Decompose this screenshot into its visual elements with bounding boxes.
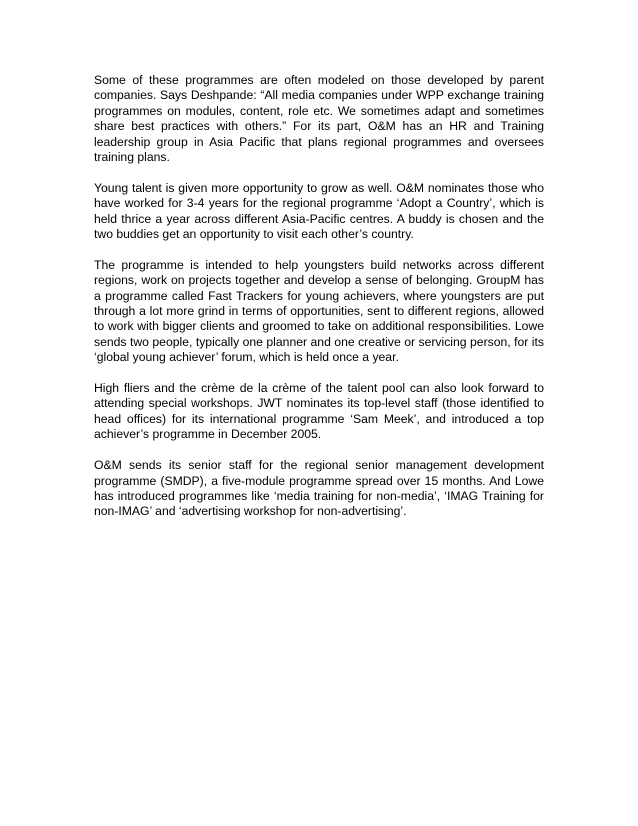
body-text: [94, 73, 544, 535]
paragraph-wpp-training-programmes: Some of these programmes are often modeled on those developed by parent companies. Says Deshpande: “All media companies under WPP exchange training programmes on modules, content, role etc. We sometimes adapt and sometimes share best practices with others.” For its part, O&M has an HR and Training leadership group in Asia Pacific that plans regional programmes and oversees training plans.: [94, 73, 544, 165]
paragraph-networking-programmes: The programme is intended to help youngsters build networks across different regions, work on projects together and develop a sense of belonging. GroupM has a programme called Fast Trackers for young achievers, where youngsters are put through a lot more grind in terms of opportunities, sent to different regions, allowed to work with bigger clients and groomed to take on additional responsibilities. Lowe sends two people, typically one planner and one creative or servicing person, for its ‘global young achiever’ forum, which is held once a year.: [94, 257, 544, 365]
paragraph-senior-staff-programmes: O&M sends its senior staff for the regional senior management development programme (SMDP), a five-module programme spread over 15 months. And Lowe has introduced programmes like ‘media training for non-media’, ‘IMAG Training for non-IMAG’ and ‘advertising workshop for non-advertising’.: [94, 458, 544, 519]
paragraph-young-talent: Young talent is given more opportunity to grow as well. O&M nominates those who have worked for 3-4 years for the regional programme ‘Adopt a Country’, which is held thrice a year across different Asia-Pacific centres. A buddy is chosen and the two buddies get an opportunity to visit each other’s country.: [94, 180, 544, 242]
paragraph-high-fliers-workshops: High fliers and the crème de la crème of the talent pool can also look forward to attending special workshops. JWT nominates its top-level staff (those identified to head offices) for its international programme ‘Sam Meek’, and introduced a top achiever’s programme in December 2005.: [94, 381, 544, 442]
